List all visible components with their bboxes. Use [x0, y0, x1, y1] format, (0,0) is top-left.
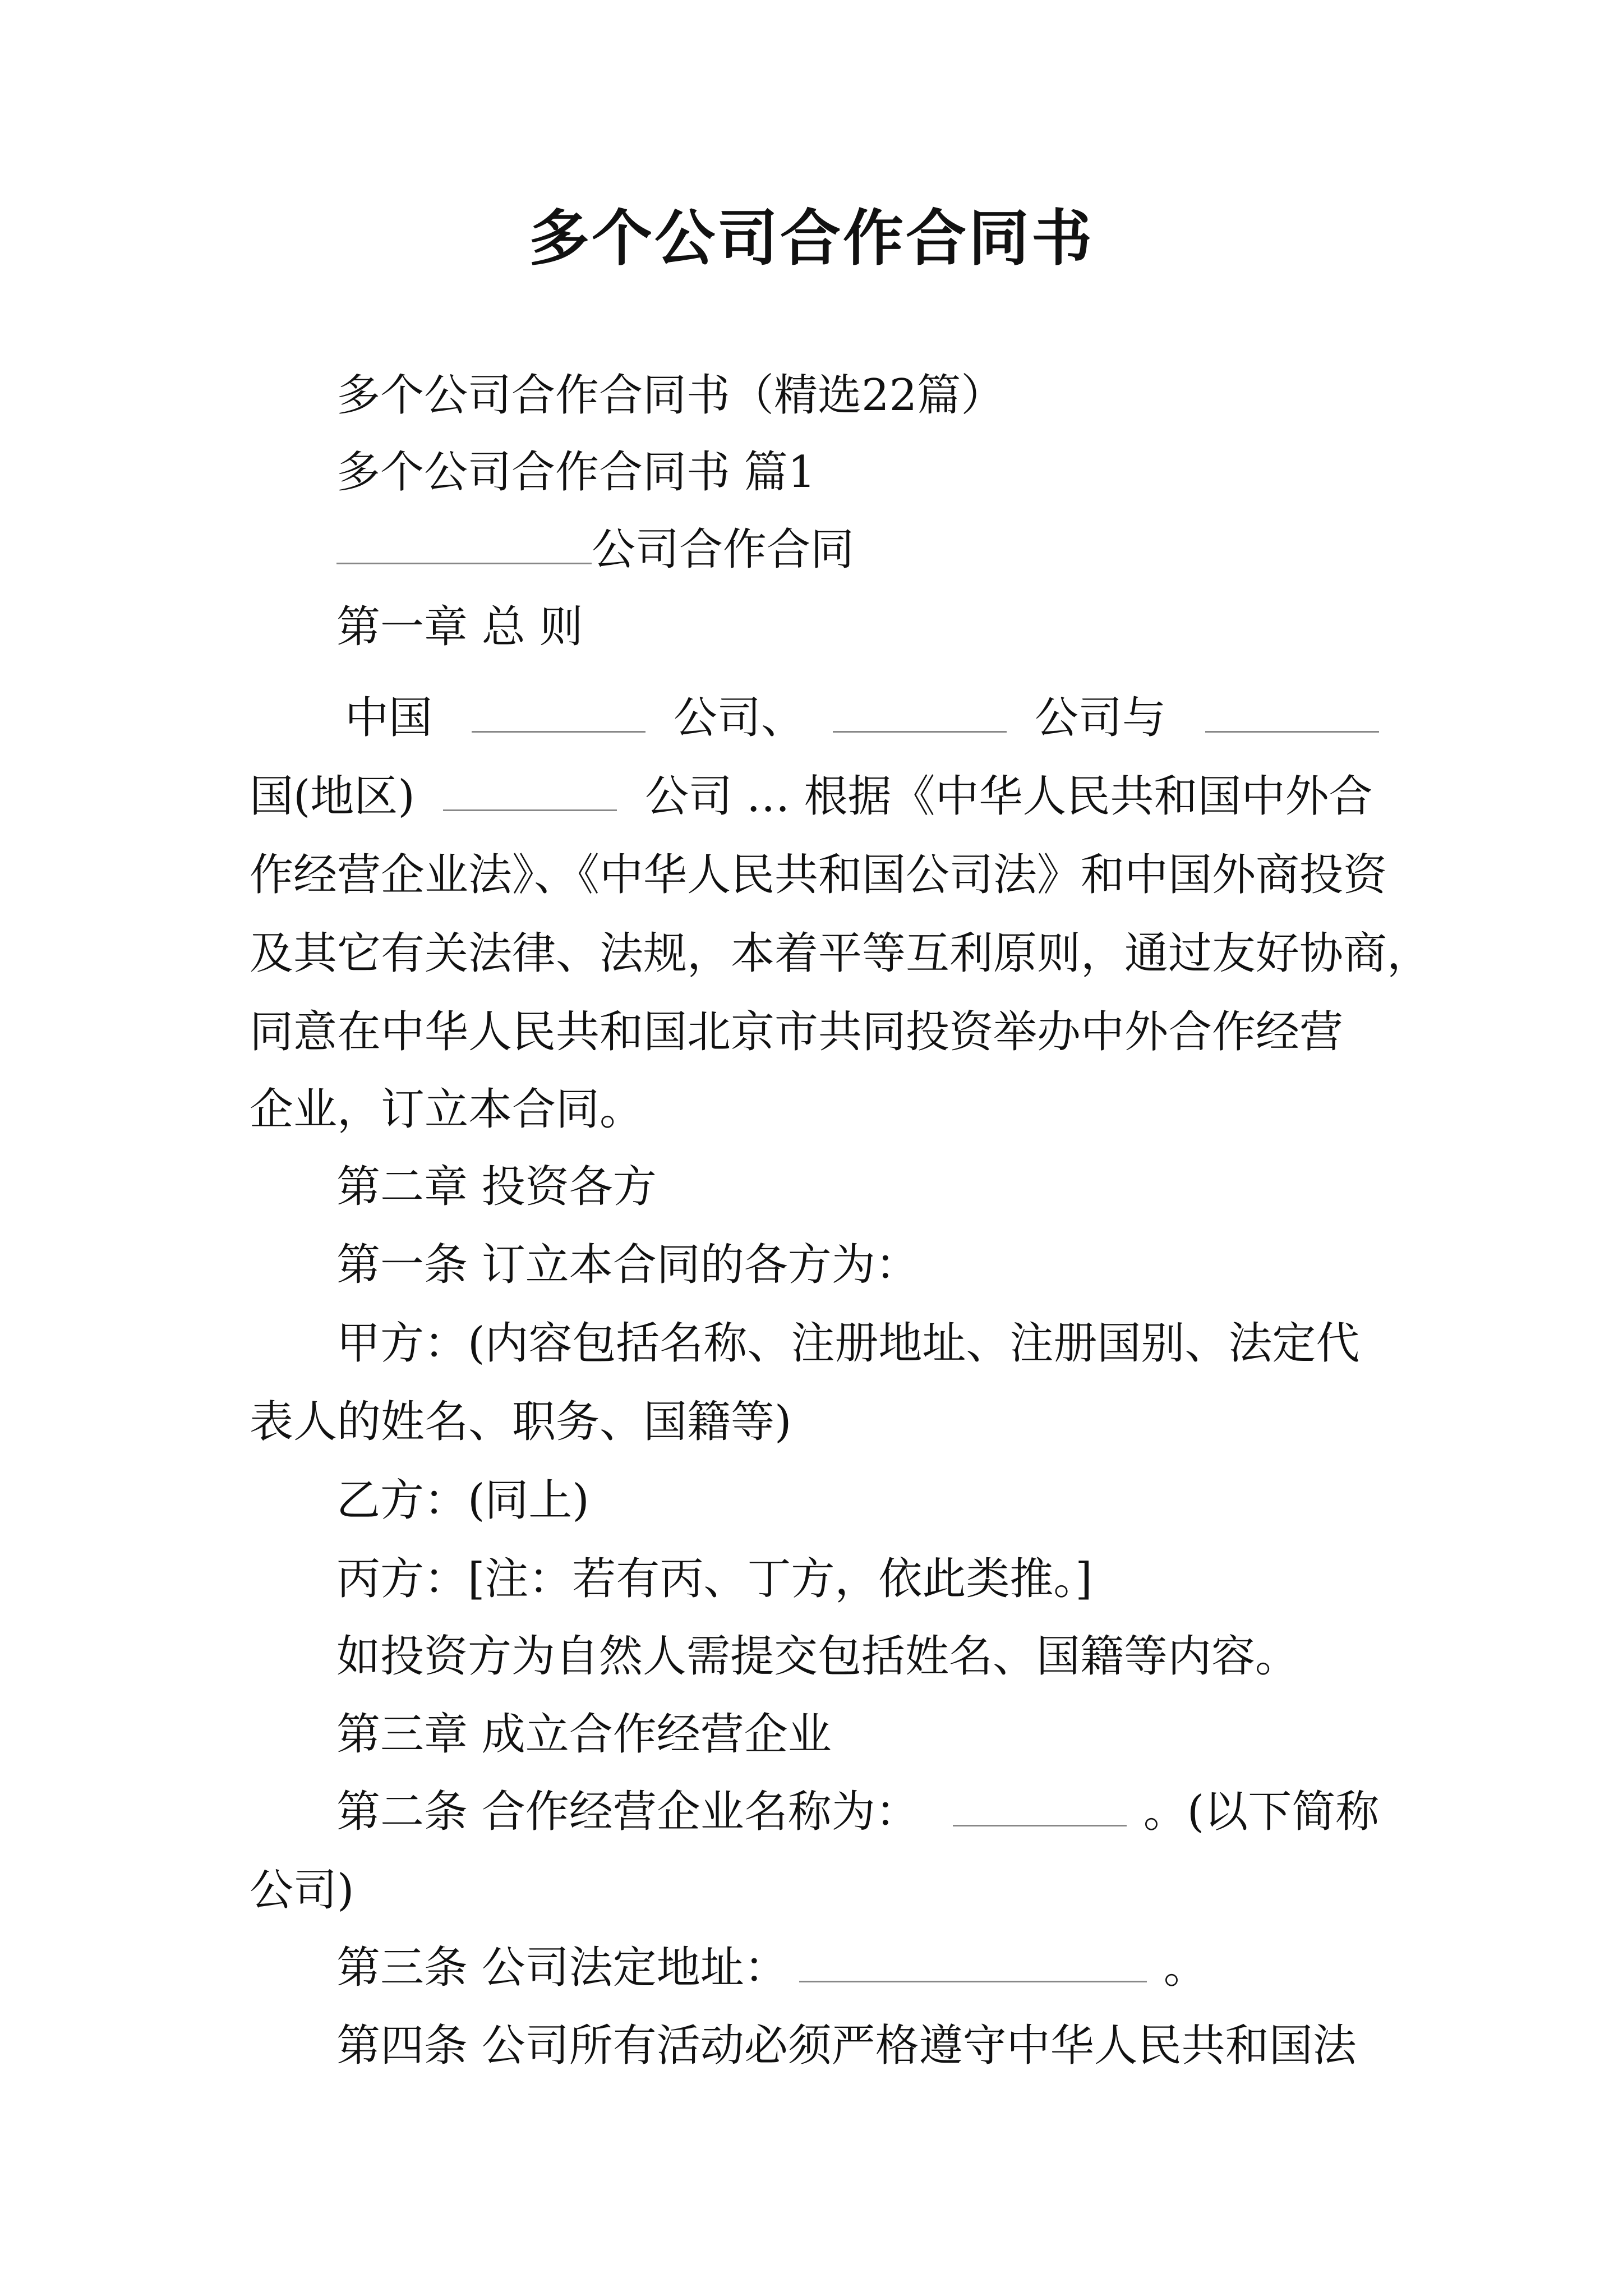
article-1: 第一条 订立本合同的各方为： [336, 1240, 919, 1290]
para1-line6: 企业，订立本合同。 [250, 1084, 644, 1135]
para1-line4: 及其它有关法律、法规，本着平等互利原则，通过友好协商， [250, 928, 1431, 979]
party-c: 丙方：[注：若有丙、丁方，依此类推。] [336, 1554, 1092, 1604]
article-2-label: 第二条 合作经营企业名称为： [336, 1787, 919, 1837]
document-title: 多个公司合作合同书 [528, 203, 1094, 274]
part-heading: 多个公司合作合同书 篇1 [336, 447, 816, 498]
party-blank-3 [1205, 691, 1379, 733]
article-2-line2: 公司) [250, 1865, 354, 1916]
para1-company-and: 公司与 [1035, 693, 1166, 743]
party-a-line2: 表人的姓名、职务、国籍等) [250, 1397, 792, 1447]
party-b: 乙方：(同上) [336, 1475, 589, 1526]
contract-name-line [336, 522, 854, 578]
party-blank-2 [833, 691, 1007, 733]
para1-china: 中国 [345, 693, 433, 743]
para1-company1: 公司、 [674, 693, 805, 743]
subtitle: 多个公司合作合同书（精选22篇） [336, 370, 1005, 421]
para1-according: 公司 … 根据《中华人民共和国中外合 [644, 771, 1373, 822]
party-blank-4 [443, 769, 617, 811]
para1-region: 国(地区) [250, 771, 415, 822]
article-4: 第四条 公司所有活动必须严格遵守中华人民共和国法 [336, 2021, 1357, 2071]
chapter-2-heading: 第二章 投资各方 [336, 1162, 657, 1212]
article-3-end: 。 [1163, 1943, 1207, 1993]
legal-address-blank [799, 1940, 1147, 1982]
contract-name-suffix: 公司合作合同 [592, 524, 855, 575]
party-a-line1: 甲方：(内容包括名称、注册地址、注册国别、法定代 [336, 1318, 1360, 1369]
para1-line3: 作经营企业法》、《中华人民共和国公司法》和中国外商投资 [250, 850, 1387, 900]
para1-line5: 同意在中华人民共和国北京市共同投资举办中外合作经营 [250, 1007, 1344, 1057]
article-2-abbrev: 。(以下简称 [1143, 1787, 1380, 1837]
article-2-line1 [336, 1784, 1379, 1840]
article-3-label: 第三条 公司法定地址： [336, 1943, 788, 1993]
chapter-1-heading: 第一章 总 则 [336, 602, 583, 652]
party-blank-1 [472, 691, 645, 733]
enterprise-name-blank [953, 1784, 1127, 1826]
natural-person-note: 如投资方为自然人需提交包括姓名、国籍等内容。 [336, 1631, 1299, 1682]
contract-name-blank [336, 522, 592, 564]
article-3 [336, 1940, 1207, 1996]
para1-line1 [345, 690, 1379, 746]
chapter-3-heading: 第三章 成立合作经营企业 [336, 1709, 832, 1760]
para1-line2 [250, 769, 1372, 825]
